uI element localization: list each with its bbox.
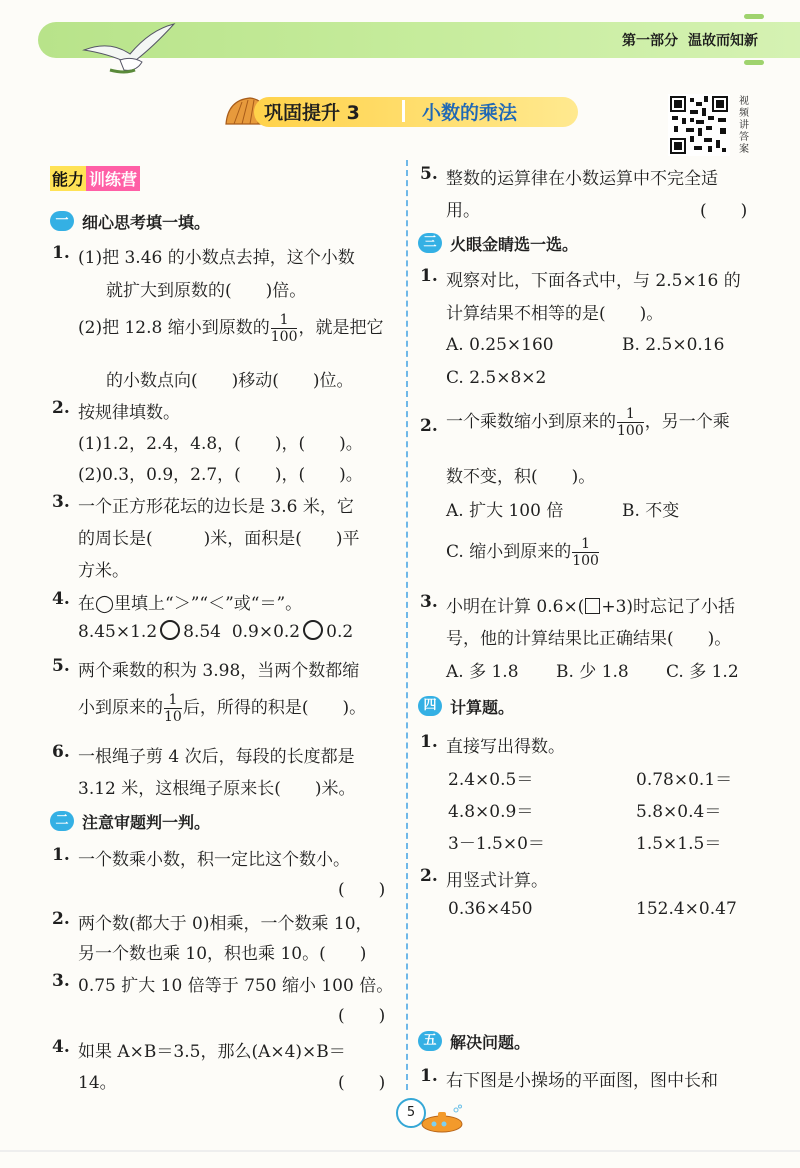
section-number-badge: 二 [50,811,74,831]
question-text: 在◯里填上“＞”“＜”或“＝”。 [78,594,303,614]
qr-caption-char: 讲 [739,120,749,131]
calc-item[interactable]: 0.36×450 [448,899,533,919]
fraction [164,692,182,725]
calc-item[interactable]: 5.8×0.4＝ [636,802,722,822]
fraction-numerator: 1 [581,536,591,552]
part-label [622,30,758,50]
column-divider [406,160,408,1090]
expression: 0.2 [326,622,354,642]
question-number: 6. [52,742,70,762]
question-text: 另一个数也乘 10，积也乘 10。( ) [78,944,367,964]
question-number: 1. [420,732,438,752]
blank-square [585,598,600,614]
question-text: 小到原来的 [78,698,163,718]
page-number: 5 [396,1098,426,1128]
question-text: 数不变，积( )。 [446,467,596,487]
qr-caption-char: 频 [739,108,749,119]
calc-item[interactable]: 0.78×0.1＝ [636,770,733,790]
question-text: (1)1.2，2.4，4.8，( )，( )。 [78,434,363,454]
fraction-denominator: 100 [270,329,298,345]
title-separator [402,100,405,122]
fraction-denominator: 10 [164,709,182,725]
question-text: 按规律填数。 [78,403,180,423]
question-number: 3. [52,971,70,991]
question-number: 2. [420,416,438,436]
section-number-badge: 五 [418,1031,442,1051]
question-number: 1. [52,243,70,263]
question-line-with-fraction [78,692,366,725]
answer-blank[interactable]: ( ) [338,1073,386,1093]
question-text: 整数的运算律在小数运算中不完全适 [446,169,718,189]
calc-item[interactable]: 152.4×0.47 [636,899,737,919]
question-number: 4. [52,589,70,609]
section-title: 火眼金睛选一选。 [450,235,579,254]
qr-caption-char: 案 [739,144,749,155]
lesson-title-banner [224,96,580,128]
question-text: 一个乘数缩小到原来的 [446,412,616,432]
question-text: (2)0.3，0.9，2.7，( )，( )。 [78,465,363,485]
lesson-number: 巩固提升 3 [264,102,360,124]
question-number: 2. [52,909,70,929]
question-number: 2. [52,398,70,418]
question-line-with-fraction [78,312,383,345]
section-number-badge: 四 [418,696,442,716]
question-text: 观察对比，下面各式中，与 2.5×16 的 [446,271,741,291]
question-number: 3. [52,492,70,512]
question-text: ，就是把它 [298,318,384,338]
question-line-with-box [446,592,735,617]
question-text: 一根绳子剪 4 次后，每段的长度都是 [78,747,355,767]
question-text: 一个数乘小数，积一定比这个数小。 [78,850,350,870]
seagull-icon [80,20,176,82]
fraction-numerator: 1 [625,406,635,422]
qr-caption-char: 答 [739,132,749,143]
question-number: 3. [420,592,438,612]
lesson-topic: 小数的乘法 [422,102,518,124]
section-title: 解决问题。 [450,1033,531,1052]
question-text: 用竖式计算。 [446,871,548,891]
choice-option[interactable]: B. 不变 [622,501,680,521]
question-text: 一个正方形花坛的边长是 3.6 米，它 [78,497,354,517]
question-number: 5. [52,656,70,676]
fraction [617,406,644,439]
choice-option[interactable]: B. 少 1.8 [556,662,629,682]
question-text: 用。 [446,201,480,221]
expression: 8.45×1.2 [78,622,158,642]
question-text: 的小数点向( )移动( )位。 [106,371,354,391]
badge-text: 能力 [50,166,86,191]
fraction [572,536,599,569]
fraction-denominator: 100 [617,423,644,439]
section-title: 计算题。 [450,698,515,717]
question-number: 4. [52,1037,70,1057]
question-line-with-fraction [446,406,730,439]
header-deco-bar [744,14,764,19]
comparison-line [78,620,353,642]
fraction-numerator: 1 [279,312,289,328]
question-text: 计算结果不相等的是( )。 [446,304,664,324]
qr-caption [736,96,752,156]
question-text: ，另一个乘 [644,412,730,432]
bottom-edge [0,1150,800,1152]
fraction [271,312,298,345]
question-number: 5. [420,164,438,184]
ability-training-badge [50,166,140,191]
calc-item[interactable]: 4.8×0.9＝ [448,802,534,822]
question-text: 0.75 扩大 10 倍等于 750 缩小 100 倍。 [78,976,394,996]
question-text: 右下图是小操场的平面图，图中长和 [446,1071,718,1091]
question-text: 两个数(都大于 0)相乘，一个数乘 10， [78,914,373,934]
answer-blank[interactable]: ( ) [700,201,748,221]
choice-option[interactable]: A. 扩大 100 倍 [446,501,564,521]
expression: 8.54 [183,622,221,642]
fraction-numerator: 1 [168,692,178,708]
choice-text: C. 缩小到原来的 [446,542,572,562]
calc-item[interactable]: 1.5×1.5＝ [636,834,722,854]
calc-item[interactable]: 2.4×0.5＝ [448,770,534,790]
question-text: 方米。 [78,561,129,581]
question-number: 1. [52,845,70,865]
choice-option[interactable]: C. 多 1.2 [666,662,739,682]
answer-blank[interactable]: ( ) [338,1006,386,1026]
section-title: 注意审题判一判。 [82,813,211,832]
question-text: 号，他的计算结果比正确结果( )。 [446,629,732,649]
question-number: 1. [420,266,438,286]
qr-caption-char: 视 [739,96,749,107]
choice-option[interactable]: B. 2.5×0.16 [622,335,725,355]
part-number: 第一部分 [622,33,678,49]
question-text: +3)时忘记了小括 [601,597,736,617]
question-text: 两个乘数的积为 3.98，当两个数都缩 [78,661,360,681]
question-text: 后，所得的积是( )。 [182,698,367,718]
part-title: 温故而知新 [688,33,758,49]
question-text: 3.12 米，这根绳子原来长( )米。 [78,779,356,799]
qr-code-icon[interactable] [668,94,730,156]
question-text: 直接写出得数。 [446,737,565,757]
answer-circle[interactable] [303,620,323,640]
answer-blank[interactable]: ( ) [338,880,386,900]
choice-option[interactable]: C. 2.5×8×2 [446,368,547,388]
question-text: (1)把 3.46 的小数点去掉，这个小数 [78,248,355,268]
fraction-denominator: 100 [572,553,599,569]
calc-item[interactable]: 3－1.5×0＝ [448,834,545,854]
answer-circle[interactable] [160,620,180,640]
submarine-icon [416,1104,466,1134]
choice-option[interactable]: A. 多 1.8 [446,662,519,682]
question-text: (2)把 12.8 缩小到原数的 [78,318,270,338]
section-number-badge: 三 [418,233,442,253]
question-text: 如果 A×B＝3.5，那么(A×4)×B＝ [78,1042,346,1062]
question-text: 就扩大到原数的( )倍。 [106,281,307,301]
section-title: 细心思考填一填。 [82,213,211,232]
choice-option[interactable] [446,536,600,569]
section-number-badge: 一 [50,211,74,231]
question-text: 14。 [78,1073,117,1093]
header-deco-bar [744,60,764,65]
badge-highlight: 训练营 [86,166,140,191]
choice-option[interactable]: A. 0.25×160 [446,335,554,355]
question-number: 2. [420,866,438,886]
question-text: 小明在计算 0.6×( [446,597,585,617]
question-number: 1. [420,1066,438,1086]
page-header [0,0,800,78]
expression: 0.9×0.2 [231,622,301,642]
question-text: 的周长是( )米，面积是( )平 [78,529,360,549]
